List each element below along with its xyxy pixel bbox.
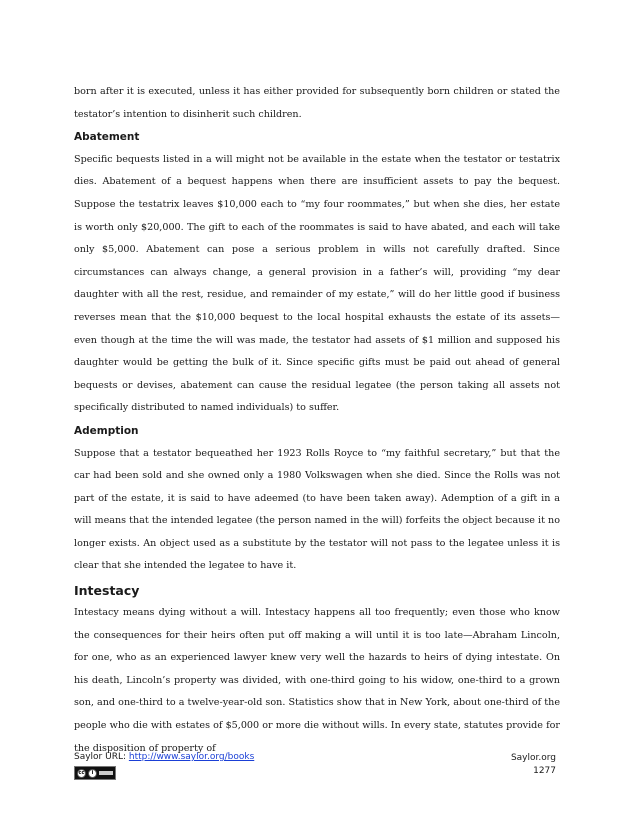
- page-content: [74, 81, 560, 760]
- footer-right: [511, 752, 556, 778]
- paragraph-abatement: Specific bequests listed in a will might not be available in the estate when the testator or testatrix dies. Abatement of a bequest happens when there are insufficient assets to pay the bequest. Suppose the testatrix leaves $10,000 each to “my four roommates,” but when she dies, her estate is worth only $20,000. The gift to each of the roommates is said to have abated, and each will take only $5,000. Abatement can pose a serious problem in wills not carefully drafted. Since circumstances can always change, a general provision in a father’s will, providing “my dear daughter with all the rest, residue, and remainder of my estate,” will do her little good if business reverses mean that the $10,000 bequest to the local hospital exhausts the estate of its assets—even though at the time the will was made, the testator had assets of $1 million and supposed his daughter would be getting the bulk of it. Since specific gifts must be paid out ahead of general bequests or devises, abatement can cause the residual legatee (the person taking all assets not specifically distributed to named individuals) to suffer.: [74, 153, 560, 414]
- heading-intestacy: Intestacy: [74, 583, 140, 599]
- heading-abatement: Abatement: [74, 131, 140, 144]
- heading-ademption: Ademption: [74, 424, 139, 437]
- cc-circle-icon: cc: [78, 769, 85, 776]
- footer-source: [74, 752, 254, 762]
- paragraph-intestacy: Intestacy means dying without a will. Intestacy happens all too frequently; even those who know the consequences for their heirs often put off making a will until it is too late—Abraham Lincoln, for one, who as an experienced lawyer knew very well the hazards to heirs of dying intestate. On his death, Lincoln’s property was divided, with one-third going to his widow, one-third to a grown son, and one-third to a twelve-year-old son. Statistics show that in New York, about one-third of the people who die with estates of $5,000 or more die without wills. In every state, statutes provide for the disposition of property of: [74, 607, 560, 754]
- footer-site: Saylor.org: [510, 753, 556, 763]
- cc-license-icon: [74, 766, 116, 780]
- paragraph-intro: born after it is executed, unless it has either provided for subsequently born children or stated the testator’s intention to disinherit such children.: [74, 86, 560, 120]
- by-circle-icon: i: [88, 769, 97, 778]
- paragraph-ademption: Suppose that a testator bequeathed her 1923 Rolls Royce to “my faithful secretary,” but that the car had been sold and she owned only a 1980 Volkswagen when she died. Since the Rolls was not part of the estate, it is said to have adeemed (to have been taken away). Ademption of a gift in a will means that the intended legatee (the person named in the will) forfeits the object because it no longer exists. An object used as a substitute by the testator will not pass to the legatee unless it is clear that she intended the legatee to have it.: [74, 447, 560, 572]
- footer-url-label: Saylor URL:: [74, 752, 129, 762]
- footer-url-link[interactable]: http://www.saylor.org/books: [128, 752, 255, 762]
- license-strip: [99, 771, 113, 775]
- page-number: 1277: [533, 766, 556, 776]
